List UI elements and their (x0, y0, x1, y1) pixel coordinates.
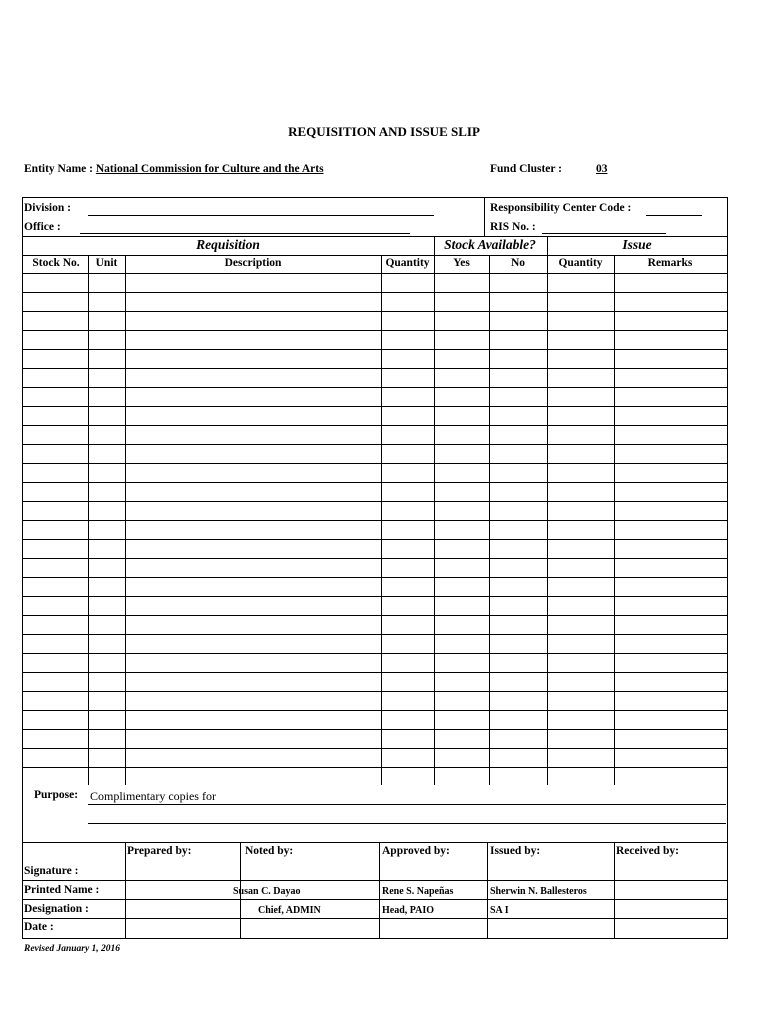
table-row[interactable] (22, 710, 728, 711)
entity-name-label: Entity Name : (24, 163, 93, 175)
table-row[interactable] (22, 558, 728, 559)
table-row[interactable] (22, 330, 728, 331)
issued-name: Sherwin N. Ballesteros (490, 886, 587, 897)
table-row[interactable] (22, 406, 728, 407)
sig-rule-1 (22, 880, 728, 881)
table-row[interactable] (22, 577, 728, 578)
approved-designation: Head, PAIO (382, 905, 435, 916)
sig-divider-3 (379, 842, 380, 939)
entity-name-row (24, 163, 324, 175)
table-row[interactable] (22, 368, 728, 369)
fund-cluster-label: Fund Cluster : (490, 163, 562, 175)
table-row[interactable] (22, 273, 728, 274)
issued-by-label: Issued by: (490, 845, 541, 857)
fund-cluster-value[interactable]: 03 (596, 163, 608, 175)
sig-rule-3 (22, 918, 728, 919)
signature-label: Signature : (24, 865, 79, 877)
ris-field[interactable] (542, 233, 666, 234)
purpose-line-2[interactable] (88, 823, 726, 824)
table-row[interactable] (22, 482, 728, 483)
rcc-label: Responsibility Center Code : (490, 202, 632, 214)
printed-name-label: Printed Name : (24, 884, 100, 896)
table-row[interactable] (22, 349, 728, 350)
table-row[interactable] (22, 634, 728, 635)
purpose-value[interactable]: Complimentary copies for (90, 789, 216, 803)
received-by-label: Received by: (616, 845, 679, 857)
table-row[interactable] (22, 615, 728, 616)
section-stock-available: Stock Available? (444, 237, 536, 252)
table-row[interactable] (22, 311, 728, 312)
table-row[interactable] (22, 463, 728, 464)
purpose-line-1[interactable] (88, 804, 726, 805)
table-row[interactable] (22, 444, 728, 445)
col-no: No (510, 257, 526, 269)
table-row[interactable] (22, 672, 728, 673)
section-divider (434, 236, 435, 255)
col-unit: Unit (95, 257, 118, 269)
page-title: REQUISITION AND ISSUE SLIP (288, 124, 480, 139)
col-quantity: Quantity (385, 257, 430, 269)
section-requisition: Requisition (196, 237, 260, 252)
col-yes: Yes (453, 257, 470, 269)
table-row[interactable] (22, 292, 728, 293)
prepared-by-label: Prepared by: (127, 845, 192, 857)
col-issue-quantity: Quantity (558, 257, 603, 269)
division-label: Division : (24, 202, 71, 214)
office-field[interactable] (80, 233, 410, 234)
sig-divider-5 (614, 842, 615, 939)
designation-label: Designation : (24, 903, 89, 915)
table-row[interactable] (22, 596, 728, 597)
revision-note: Revised January 1, 2016 (24, 944, 121, 954)
noted-by-label: Noted by: (245, 845, 294, 857)
office-label: Office : (24, 221, 61, 233)
header-divider (484, 197, 485, 236)
issued-designation: SA I (490, 905, 509, 916)
noted-name: Susan C. Dayao (233, 886, 301, 897)
col-remarks: Remarks (647, 257, 693, 269)
ris-label: RIS No. : (490, 221, 536, 233)
sig-divider-1 (125, 842, 126, 939)
signatories-rule (22, 842, 728, 843)
date-label: Date : (24, 921, 54, 933)
division-field[interactable] (88, 215, 434, 216)
col-stock-no: Stock No. (32, 257, 80, 269)
table-row[interactable] (22, 520, 728, 521)
table-row[interactable] (22, 748, 728, 749)
table-row[interactable] (22, 729, 728, 730)
table-row[interactable] (22, 653, 728, 654)
table-row[interactable] (22, 767, 728, 768)
entity-name-value[interactable]: National Commission for Culture and the Arts (95, 163, 324, 175)
purpose-label: Purpose: (34, 789, 79, 801)
table-row[interactable] (22, 539, 728, 540)
table-row[interactable] (22, 425, 728, 426)
table-row[interactable] (22, 501, 728, 502)
sig-rule-2 (22, 899, 728, 900)
table-row[interactable] (22, 255, 728, 256)
form-frame (22, 197, 728, 939)
col-description: Description (224, 257, 282, 269)
section-issue: Issue (622, 237, 652, 252)
table-row[interactable] (22, 691, 728, 692)
table-row[interactable] (22, 387, 728, 388)
section-divider (547, 236, 548, 255)
approved-name: Rene S. Napeñas (382, 886, 454, 897)
approved-by-label: Approved by: (382, 845, 450, 857)
noted-designation: Chief, ADMIN (258, 905, 321, 916)
rcc-field[interactable] (646, 215, 702, 216)
sig-divider-4 (487, 842, 488, 939)
